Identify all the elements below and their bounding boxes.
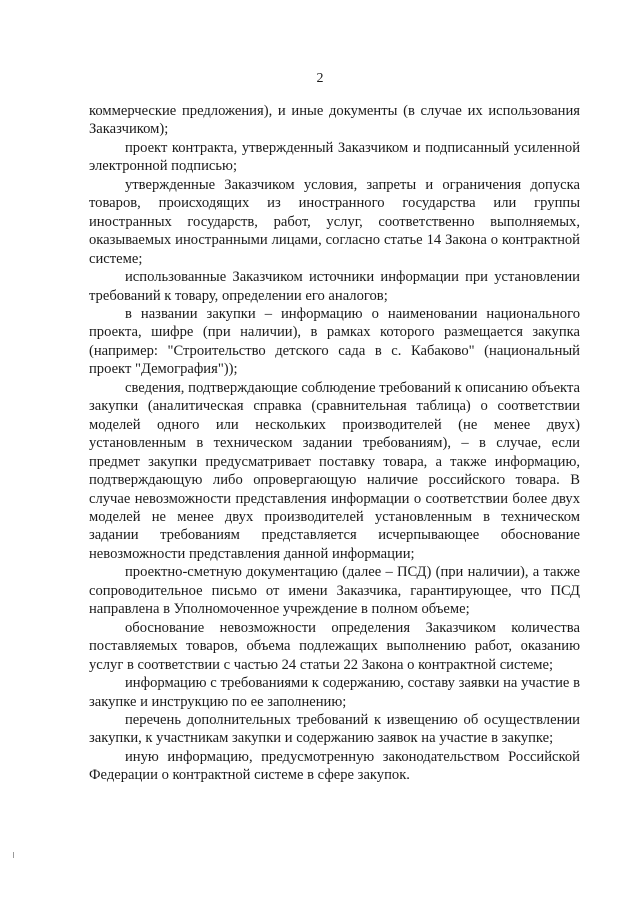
- page-number: 2: [316, 71, 324, 86]
- paragraph-commercial-offers: коммерческие предложения), и иные документы (в случае их использования Заказчиком);: [89, 103, 580, 138]
- paragraph-compliance-evidence: сведения, подтверждающие соблюдение требований к описанию объекта закупки (аналитическая справка (сравнительная таблица) о соответствии моделей одного или нескольких производителей (не менее двух) установленным в техническом задании требованиям), – в случае, если предмет закупки предусматривает поставку товара, а также информацию, подтверждающую либо опровергающую наличие российского товара. В случае невозможности представления информации о соответствии более двух моделей не менее двух производителей установленным в техническом задании требованиям представляется исчерпывающее обоснование невозможности представления данной информации;: [89, 379, 580, 562]
- paragraph-additional-requirements: перечень дополнительных требований к извещению об осуществлении закупки, к участникам закупки и содержанию заявок на участие в закупке;: [89, 711, 580, 747]
- paragraph-other-information: иную информацию, предусмотренную законодательством Российской Федерации о контрактной системе в сфере закупок.: [89, 748, 580, 784]
- paragraph-quantity-justification: обоснование невозможности определения Заказчиком количества поставляемых товаров, объема подлежащих выполнению работ, оказанию услуг в соответствии с частью 24 статьи 22 Закона о контрактной системе;: [89, 619, 580, 673]
- paragraph-foreign-goods-restrictions: утвержденные Заказчиком условия, запреты и ограничения допуска товаров, происходящих из иностранного государства или группы иностранных государств, работ, услуг, соответственно выполняемых, оказываемых иностранными лицами, согласно статье 14 Закона о контрактной системе;: [89, 176, 580, 267]
- document-body: [89, 102, 580, 785]
- paragraph-bid-requirements: информацию с требованиями к содержанию, составу заявки на участие в закупке и инструкцию по ее заполнению;: [89, 675, 580, 710]
- scan-margin-mark: [13, 852, 14, 858]
- paragraph-national-project: в названии закупки – информацию о наименовании национального проекта, шифре (при наличии), в рамках которого размещается закупка (например: "Строительство детского сада в с. Кабаково" (национальный проект "Демография"));: [89, 305, 580, 378]
- paragraph-contract-draft: проект контракта, утвержденный Заказчиком и подписанный усиленной электронной подписью;: [89, 139, 580, 175]
- paragraph-information-sources: использованные Заказчиком источники информации при установлении требований к товару, определении его аналогов;: [89, 269, 580, 304]
- paragraph-design-documentation: проектно-сметную документацию (далее – ПСД) (при наличии), а также сопроводительное письмо от имени Заказчика, гарантирующее, что ПСД направлена в Уполномоченное учреждение в полном объеме;: [89, 564, 580, 618]
